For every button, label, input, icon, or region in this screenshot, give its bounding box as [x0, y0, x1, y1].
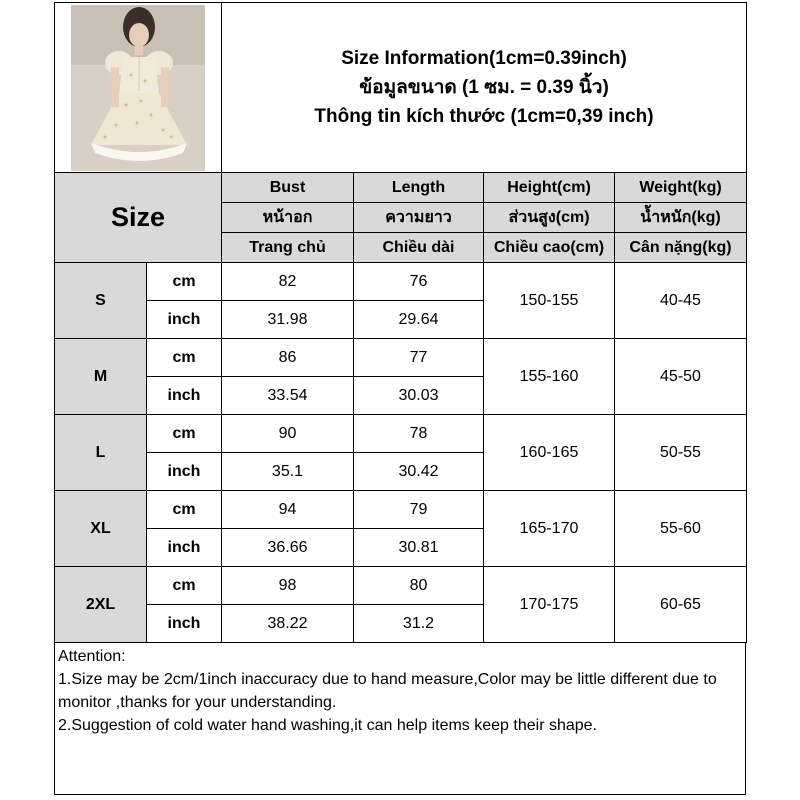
table-row [55, 415, 747, 453]
dress-illustration [71, 5, 205, 171]
length-cm-value: 78 [354, 415, 484, 453]
unit-cm-label: cm [147, 567, 222, 605]
unit-inch-label: inch [147, 377, 222, 415]
bust-inch-value: 31.98 [222, 301, 354, 339]
length-cm-value: 77 [354, 339, 484, 377]
unit-inch-label: inch [147, 529, 222, 567]
size-label: M [55, 339, 147, 415]
length-inch-value: 30.81 [354, 529, 484, 567]
height-range: 150-155 [484, 263, 615, 339]
height-header-vi: Chiều cao(cm) [484, 233, 615, 263]
table-row [55, 339, 747, 377]
product-photo-cell [55, 3, 222, 173]
bust-cm-value: 86 [222, 339, 354, 377]
bust-inch-value: 36.66 [222, 529, 354, 567]
weight-range: 60-65 [615, 567, 747, 643]
bust-inch-value: 35.1 [222, 453, 354, 491]
title-vietnamese: Thông tin kích thước (1cm=0,39 inch) [314, 106, 654, 127]
height-range: 170-175 [484, 567, 615, 643]
unit-inch-label: inch [147, 453, 222, 491]
weight-range: 45-50 [615, 339, 747, 415]
unit-cm-label: cm [147, 263, 222, 301]
table-row [55, 491, 747, 529]
attention-notes [54, 643, 746, 795]
weight-header-en: Weight(kg) [615, 173, 747, 203]
length-cm-value: 76 [354, 263, 484, 301]
height-range: 160-165 [484, 415, 615, 491]
title-english: Size Information(1cm=0.39inch) [341, 48, 627, 69]
bust-cm-value: 94 [222, 491, 354, 529]
unit-cm-label: cm [147, 339, 222, 377]
size-chart-sheet [54, 2, 746, 798]
bust-inch-value: 38.22 [222, 605, 354, 643]
bust-inch-value: 33.54 [222, 377, 354, 415]
length-inch-value: 31.2 [354, 605, 484, 643]
length-inch-value: 30.42 [354, 453, 484, 491]
length-cm-value: 79 [354, 491, 484, 529]
height-range: 155-160 [484, 339, 615, 415]
column-header-row-en [55, 173, 747, 203]
height-range: 165-170 [484, 491, 615, 567]
length-header-vi: Chiều dài [354, 233, 484, 263]
header-banner-row [55, 3, 747, 173]
weight-range: 50-55 [615, 415, 747, 491]
size-table [54, 2, 747, 643]
note-item: 1.Size may be 2cm/1inch inaccuracy due to hand measure,Color may be little different due to monitor ,thanks for your understanding. [58, 671, 717, 711]
bust-cm-value: 90 [222, 415, 354, 453]
unit-cm-label: cm [147, 491, 222, 529]
length-inch-value: 29.64 [354, 301, 484, 339]
notes-heading: Attention: [58, 648, 126, 665]
title-block [222, 3, 747, 173]
unit-inch-label: inch [147, 605, 222, 643]
unit-cm-label: cm [147, 415, 222, 453]
size-label: XL [55, 491, 147, 567]
note-item: 2.Suggestion of cold water hand washing,it can help items keep their shape. [58, 717, 597, 734]
product-photo [71, 5, 205, 171]
table-row [55, 263, 747, 301]
weight-header-th: น้ำหนัก(kg) [615, 203, 747, 233]
length-inch-value: 30.03 [354, 377, 484, 415]
length-header-th: ความยาว [354, 203, 484, 233]
weight-range: 40-45 [615, 263, 747, 339]
bust-header-th: หน้าอก [222, 203, 354, 233]
length-header-en: Length [354, 173, 484, 203]
unit-inch-label: inch [147, 301, 222, 339]
size-label: S [55, 263, 147, 339]
title-thai: ข้อมูลขนาด (1 ซม. = 0.39 นิ้ว) [359, 77, 609, 98]
size-column-header: Size [55, 173, 222, 263]
bust-cm-value: 98 [222, 567, 354, 605]
table-row [55, 567, 747, 605]
bust-header-en: Bust [222, 173, 354, 203]
bust-cm-value: 82 [222, 263, 354, 301]
size-label: 2XL [55, 567, 147, 643]
length-cm-value: 80 [354, 567, 484, 605]
bust-header-vi: Trang chủ [222, 233, 354, 263]
height-header-en: Height(cm) [484, 173, 615, 203]
size-label: L [55, 415, 147, 491]
weight-range: 55-60 [615, 491, 747, 567]
weight-header-vi: Cân nặng(kg) [615, 233, 747, 263]
height-header-th: ส่วนสูง(cm) [484, 203, 615, 233]
